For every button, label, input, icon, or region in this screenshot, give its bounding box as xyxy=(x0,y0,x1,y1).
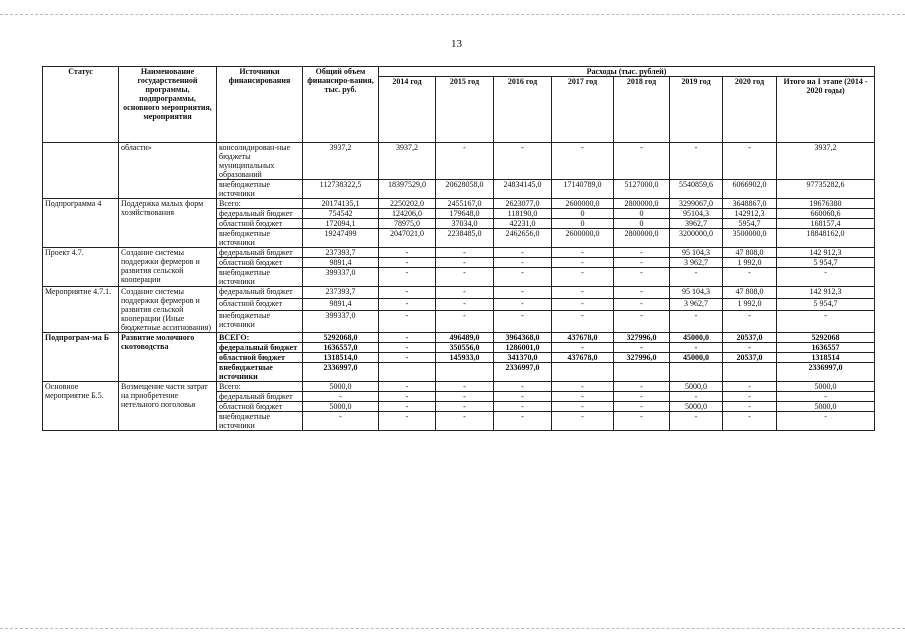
total-cell: 399337,0 xyxy=(303,268,379,287)
status-cell: Подпрограм-ма Б xyxy=(43,333,119,382)
value-cell: - xyxy=(436,402,494,412)
value-cell xyxy=(379,363,436,382)
name-cell: Создание системы поддержки фермеров и развития сельской кооперации xyxy=(119,248,217,287)
total-cell: 20174135,1 xyxy=(303,199,379,209)
value-cell: 95 104,3 xyxy=(670,287,723,299)
total-cell: 237393,7 xyxy=(303,287,379,299)
value-cell: 5000,0 xyxy=(777,382,875,392)
header-year: 2018 год xyxy=(614,77,670,143)
source-cell: федеральный бюджет xyxy=(217,343,303,353)
source-cell: консолидирован-ные бюджеты муниципальных образований xyxy=(217,143,303,180)
value-cell: 142 912,3 xyxy=(777,248,875,258)
value-cell: - xyxy=(494,143,552,180)
source-cell: внебюджетные источники xyxy=(217,412,303,431)
source-cell: внебюджетные источники xyxy=(217,310,303,332)
source-cell: федеральный бюджет xyxy=(217,392,303,402)
value-cell xyxy=(670,363,723,382)
value-cell: - xyxy=(614,143,670,180)
value-cell: - xyxy=(614,248,670,258)
value-cell: 47 808,0 xyxy=(723,287,777,299)
value-cell: - xyxy=(552,392,614,402)
value-cell: - xyxy=(494,248,552,258)
value-cell: 142 912,3 xyxy=(777,287,875,299)
total-cell: - xyxy=(303,392,379,402)
name-cell: области» xyxy=(119,143,217,199)
value-cell: 5 954,7 xyxy=(777,298,875,310)
value-cell: 660060,6 xyxy=(777,209,875,219)
value-cell: 3299067,0 xyxy=(670,199,723,209)
total-cell: 2336997,0 xyxy=(303,363,379,382)
value-cell: 0 xyxy=(614,219,670,229)
value-cell: - xyxy=(494,287,552,299)
value-cell: 3937,2 xyxy=(379,143,436,180)
source-cell: ВСЕГО: xyxy=(217,333,303,343)
value-cell: 5000,0 xyxy=(670,382,723,392)
value-cell: - xyxy=(552,343,614,353)
header-year: 2015 год xyxy=(436,77,494,143)
table-row xyxy=(43,333,875,343)
value-cell: 0 xyxy=(614,209,670,219)
value-cell: - xyxy=(379,248,436,258)
value-cell: - xyxy=(436,287,494,299)
value-cell: - xyxy=(379,392,436,402)
value-cell: - xyxy=(614,258,670,268)
value-cell: 2238485,0 xyxy=(436,229,494,248)
source-cell: областной бюджет xyxy=(217,353,303,363)
value-cell: 0 xyxy=(552,209,614,219)
value-cell: 5954,7 xyxy=(723,219,777,229)
value-cell: - xyxy=(494,412,552,431)
value-cell: - xyxy=(723,310,777,332)
source-cell: внебюджетные источники xyxy=(217,180,303,199)
status-cell: Основное мероприятие Б.5. xyxy=(43,382,119,431)
name-cell: Возмещение части затрат на приобретение нетельного поголовья xyxy=(119,382,217,431)
value-cell: 20628058,0 xyxy=(436,180,494,199)
value-cell: - xyxy=(614,392,670,402)
value-cell: 327996,0 xyxy=(614,333,670,343)
source-cell: внебюджетные источники xyxy=(217,268,303,287)
value-cell: - xyxy=(494,382,552,392)
value-cell: 17140789,0 xyxy=(552,180,614,199)
value-cell: 5000,0 xyxy=(670,402,723,412)
value-cell: - xyxy=(723,412,777,431)
value-cell: - xyxy=(614,382,670,392)
value-cell: 2600000,0 xyxy=(552,199,614,209)
value-cell: - xyxy=(552,268,614,287)
total-cell: 5000,0 xyxy=(303,402,379,412)
source-cell: Всего: xyxy=(217,382,303,392)
value-cell: - xyxy=(777,310,875,332)
source-cell: внебюджетные источники xyxy=(217,363,303,382)
value-cell: - xyxy=(670,268,723,287)
source-cell: федеральный бюджет xyxy=(217,248,303,258)
value-cell: 6066902,0 xyxy=(723,180,777,199)
value-cell: - xyxy=(436,268,494,287)
value-cell: 437678,0 xyxy=(552,353,614,363)
value-cell: - xyxy=(723,268,777,287)
value-cell: 42231,0 xyxy=(494,219,552,229)
value-cell: 5127000,0 xyxy=(614,180,670,199)
total-cell: 399337,0 xyxy=(303,310,379,332)
value-cell: 37034,0 xyxy=(436,219,494,229)
value-cell: 1 992,0 xyxy=(723,298,777,310)
scan-bottom-edge xyxy=(0,628,905,629)
table-row xyxy=(43,382,875,392)
value-cell: - xyxy=(436,248,494,258)
value-cell: - xyxy=(379,382,436,392)
value-cell: - xyxy=(436,258,494,268)
value-cell: - xyxy=(552,287,614,299)
total-cell: 1636557,0 xyxy=(303,343,379,353)
source-cell: областной бюджет xyxy=(217,298,303,310)
value-cell: - xyxy=(552,402,614,412)
source-cell: федеральный бюджет xyxy=(217,287,303,299)
source-cell: федеральный бюджет xyxy=(217,209,303,219)
budget-table xyxy=(42,66,875,431)
value-cell: 3648867,0 xyxy=(723,199,777,209)
value-cell: 437678,0 xyxy=(552,333,614,343)
value-cell: 45000,0 xyxy=(670,353,723,363)
value-cell: 2250202,0 xyxy=(379,199,436,209)
value-cell: 3937,2 xyxy=(777,143,875,180)
value-cell: - xyxy=(777,268,875,287)
value-cell: 20537,0 xyxy=(723,353,777,363)
name-cell: Поддержка малых форм хозяйствования xyxy=(119,199,217,248)
value-cell: - xyxy=(379,343,436,353)
header-expenses: Расходы (тыс. рублей) xyxy=(379,67,875,77)
value-cell: - xyxy=(436,392,494,402)
value-cell: - xyxy=(379,287,436,299)
value-cell: - xyxy=(379,353,436,363)
value-cell: 2336997,0 xyxy=(494,363,552,382)
total-cell: 9891,4 xyxy=(303,298,379,310)
value-cell: 341370,0 xyxy=(494,353,552,363)
value-cell: 2455167,0 xyxy=(436,199,494,209)
value-cell: 1 992,0 xyxy=(723,258,777,268)
total-cell: - xyxy=(303,412,379,431)
value-cell: 5 954,7 xyxy=(777,258,875,268)
value-cell: 3500000,0 xyxy=(723,229,777,248)
value-cell: 95 104,3 xyxy=(670,248,723,258)
value-cell: 2336997,0 xyxy=(777,363,875,382)
value-cell: - xyxy=(552,412,614,431)
value-cell: 2623077,0 xyxy=(494,199,552,209)
page-number: 13 xyxy=(451,38,462,50)
value-cell: 2600000,0 xyxy=(552,229,614,248)
value-cell: 95104,3 xyxy=(670,209,723,219)
value-cell: - xyxy=(379,412,436,431)
header-year: Итого на I этапе (2014 - 2020 годы) xyxy=(777,77,875,143)
value-cell: - xyxy=(552,310,614,332)
value-cell: - xyxy=(614,402,670,412)
value-cell: - xyxy=(379,298,436,310)
value-cell: - xyxy=(670,310,723,332)
value-cell: - xyxy=(670,143,723,180)
value-cell: 2800000,0 xyxy=(614,229,670,248)
value-cell: - xyxy=(552,143,614,180)
name-cell: Развитие молочного скотоводства xyxy=(119,333,217,382)
name-cell: Создание системы поддержки фермеров и развития сельской кооперации (Иные бюджетные ассигнования) xyxy=(119,287,217,333)
value-cell: 2047021,0 xyxy=(379,229,436,248)
total-cell: 754542 xyxy=(303,209,379,219)
value-cell: 145933,0 xyxy=(436,353,494,363)
value-cell: - xyxy=(379,310,436,332)
total-cell: 9891,4 xyxy=(303,258,379,268)
source-cell: областной бюджет xyxy=(217,402,303,412)
value-cell: - xyxy=(614,268,670,287)
value-cell: - xyxy=(552,248,614,258)
value-cell: 5000,0 xyxy=(777,402,875,412)
header-sources: Источники финансирования xyxy=(217,67,303,143)
value-cell: - xyxy=(494,298,552,310)
table-row xyxy=(43,143,875,180)
header-year: 2014 год xyxy=(379,77,436,143)
status-cell: Мероприятие 4.7.1. xyxy=(43,287,119,333)
value-cell: - xyxy=(614,310,670,332)
value-cell xyxy=(723,363,777,382)
value-cell: 19676380 xyxy=(777,199,875,209)
header-year: 2020 год xyxy=(723,77,777,143)
value-cell: 1286001,0 xyxy=(494,343,552,353)
value-cell: 2800000,0 xyxy=(614,199,670,209)
value-cell: - xyxy=(379,268,436,287)
value-cell: - xyxy=(614,287,670,299)
value-cell: 18397529,0 xyxy=(379,180,436,199)
total-cell: 19247499 xyxy=(303,229,379,248)
value-cell: 47 808,0 xyxy=(723,248,777,258)
value-cell: 24834145,0 xyxy=(494,180,552,199)
value-cell: - xyxy=(436,412,494,431)
value-cell: 496489,0 xyxy=(436,333,494,343)
value-cell: 179648,0 xyxy=(436,209,494,219)
value-cell: 5292068 xyxy=(777,333,875,343)
source-cell: областной бюджет xyxy=(217,258,303,268)
table-body xyxy=(43,143,875,431)
source-cell: Всего: xyxy=(217,199,303,209)
value-cell: 5540859,6 xyxy=(670,180,723,199)
value-cell: 3200000,0 xyxy=(670,229,723,248)
status-cell: Подпрограмма 4 xyxy=(43,199,119,248)
total-cell: 5000,0 xyxy=(303,382,379,392)
value-cell: - xyxy=(379,258,436,268)
value-cell: - xyxy=(614,412,670,431)
value-cell xyxy=(614,363,670,382)
value-cell: - xyxy=(494,258,552,268)
status-cell xyxy=(43,143,119,199)
value-cell: - xyxy=(552,298,614,310)
value-cell: 327996,0 xyxy=(614,353,670,363)
header-total: Общий объем финансиро-вания, тыс. руб. xyxy=(303,67,379,143)
value-cell: - xyxy=(723,343,777,353)
source-cell: внебюджетные источники xyxy=(217,229,303,248)
table-row xyxy=(43,199,875,209)
value-cell: - xyxy=(670,412,723,431)
value-cell: 350556,0 xyxy=(436,343,494,353)
total-cell: 5292068,0 xyxy=(303,333,379,343)
value-cell xyxy=(436,363,494,382)
scan-top-edge xyxy=(0,14,905,15)
value-cell: - xyxy=(723,402,777,412)
value-cell: 3964368,0 xyxy=(494,333,552,343)
value-cell: - xyxy=(494,402,552,412)
value-cell: - xyxy=(436,298,494,310)
value-cell: - xyxy=(614,343,670,353)
header-name: Наименование государственной программы, подпрограммы, основного мероприятия, мероприятия xyxy=(119,67,217,143)
value-cell: - xyxy=(494,392,552,402)
value-cell: - xyxy=(552,258,614,268)
value-cell: 3962,7 xyxy=(670,219,723,229)
table-row xyxy=(43,248,875,258)
header-year: 2017 год xyxy=(552,77,614,143)
value-cell: 1636557 xyxy=(777,343,875,353)
value-cell: - xyxy=(777,412,875,431)
value-cell: - xyxy=(494,310,552,332)
value-cell: - xyxy=(436,310,494,332)
total-cell: 1318514,0 xyxy=(303,353,379,363)
header-year: 2019 год xyxy=(670,77,723,143)
total-cell: 237393,7 xyxy=(303,248,379,258)
value-cell: - xyxy=(552,382,614,392)
value-cell: - xyxy=(494,268,552,287)
value-cell: - xyxy=(723,392,777,402)
value-cell: - xyxy=(614,298,670,310)
value-cell: 3 962,7 xyxy=(670,298,723,310)
value-cell: 0 xyxy=(552,219,614,229)
value-cell: 2462656,0 xyxy=(494,229,552,248)
value-cell: 3 962,7 xyxy=(670,258,723,268)
value-cell: 1318514 xyxy=(777,353,875,363)
value-cell: - xyxy=(436,143,494,180)
total-cell: 172094,1 xyxy=(303,219,379,229)
value-cell: 118190,0 xyxy=(494,209,552,219)
value-cell: - xyxy=(379,333,436,343)
table-row xyxy=(43,287,875,299)
value-cell: 142912,3 xyxy=(723,209,777,219)
source-cell: областной бюджет xyxy=(217,219,303,229)
value-cell: - xyxy=(777,392,875,402)
header-year: 2016 год xyxy=(494,77,552,143)
value-cell: 78975,0 xyxy=(379,219,436,229)
total-cell: 112738322,5 xyxy=(303,180,379,199)
header-status: Статус xyxy=(43,67,119,143)
value-cell: - xyxy=(670,392,723,402)
value-cell: - xyxy=(379,402,436,412)
value-cell: - xyxy=(723,143,777,180)
value-cell xyxy=(552,363,614,382)
status-cell: Проект 4.7. xyxy=(43,248,119,287)
value-cell: - xyxy=(723,382,777,392)
value-cell: 18848162,0 xyxy=(777,229,875,248)
value-cell: 20537,0 xyxy=(723,333,777,343)
value-cell: 168157,4 xyxy=(777,219,875,229)
value-cell: 124206,0 xyxy=(379,209,436,219)
value-cell: - xyxy=(670,343,723,353)
total-cell: 3937,2 xyxy=(303,143,379,180)
value-cell: - xyxy=(436,382,494,392)
value-cell: 97735282,6 xyxy=(777,180,875,199)
value-cell: 45000,0 xyxy=(670,333,723,343)
